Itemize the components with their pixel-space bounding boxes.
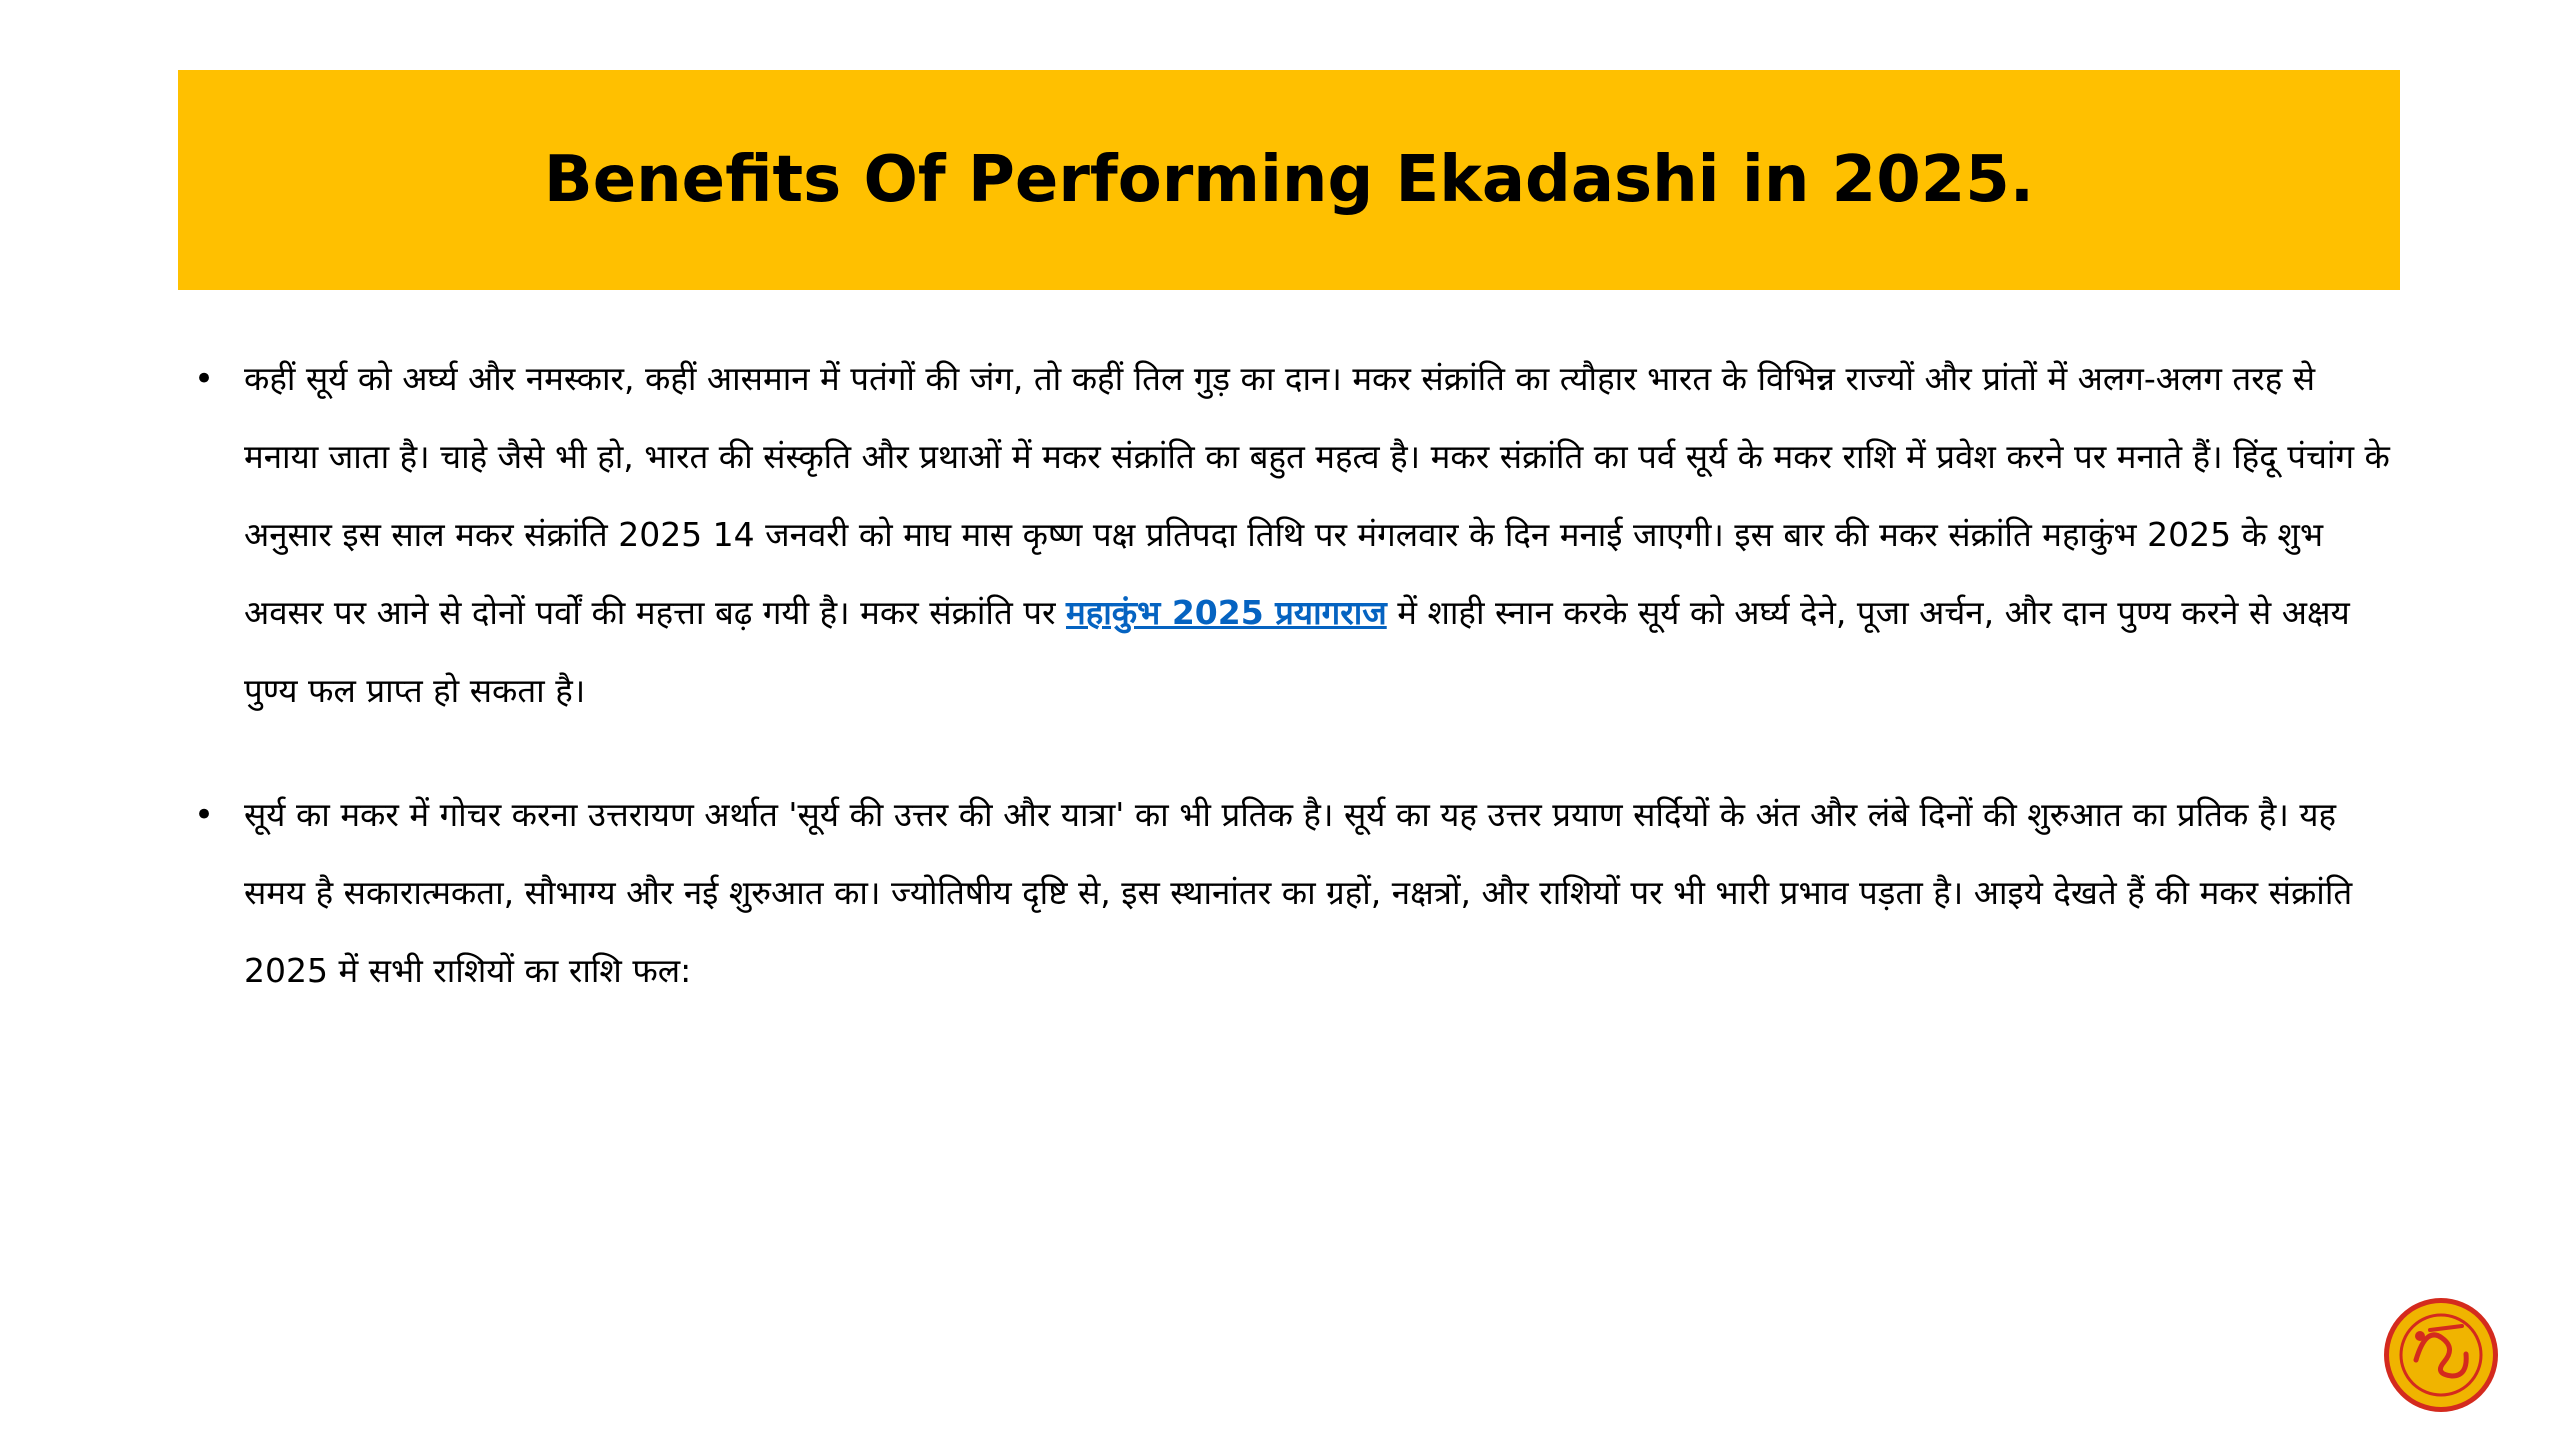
bullet-item-2 (190, 776, 2390, 1010)
bullet-1-text-after-link: में शाही स्नान करके सूर्य को अर्घ्य देने, पूजा अर्चन, और दान पुण्य करने से अक्षय पुण्य फल प्राप्त हो सकता है। (244, 593, 2350, 710)
mahakumbh-prayagraj-link[interactable]: महाकुंभ 2025 प्रयागराज (1065, 593, 1387, 632)
logo-emblem-svg (2382, 1296, 2500, 1414)
bullet-marker: • (194, 795, 215, 835)
logo-inner-disc (2389, 1303, 2493, 1407)
bullet-1-text-before-link: कहीं सूर्य को अर्घ्य और नमस्कार, कहीं आसमान में पतंगों की जंग, तो कहीं तिल गुड़ का दान। मकर संक्रांति का त्यौहार भारत के विभिन्न राज्यों और प्रांतों में अलग-अलग तरह से मनाया जाता है। चाहे जैसे भी हो, भारत की संस्कृति और प्रथाओं में मकर संक्रांति का बहुत महत्व है। मकर संक्रांति का पर्व सूर्य के मकर राशि में प्रवेश करने पर मनाते हैं। हिंदू पंचांग के अनुसार इस साल मकर संक्रांति 2025 14 जनवरी को माघ मास कृष्ण पक्ष प्रतिपदा तिथि पर मंगलवार के दिन मनाई जाएगी। इस बार की मकर संक्रांति महाकुंभ 2025 के शुभ अवसर पर आने से दोनों पर्वों की महत्ता बढ़ गयी है। मकर संक्रांति पर (244, 359, 2390, 632)
bullet-text-1 (244, 340, 2390, 730)
bullet-list (190, 340, 2390, 1056)
logo-icon (2382, 1296, 2500, 1414)
bullet-item-1 (190, 340, 2390, 730)
logo-glyph-dot (2415, 1331, 2425, 1341)
bullet-marker: • (194, 359, 215, 399)
bullet-text-2: सूर्य का मकर में गोचर करना उत्तरायण अर्थात 'सूर्य की उत्तर की और यात्रा' का भी प्रतिक है। सूर्य का यह उत्तर प्रयाण सर्दियों के अंत और लंबे दिनों की शुरुआत का प्रतिक है। यह समय है सकारात्मकता, सौभाग्य और नई शुरुआत का। ज्योतिषीय दृष्टि से, इस स्थानांतर का ग्रहों, नक्षत्रों, और राशियों पर भी भारी प्रभाव पड़ता है। आइये देखते हैं की मकर संक्रांति 2025 में सभी राशियों का राशि फल: (244, 795, 2353, 990)
title-banner (178, 70, 2400, 290)
slide-title: Benefits Of Performing Ekadashi in 2025. (543, 143, 2035, 217)
